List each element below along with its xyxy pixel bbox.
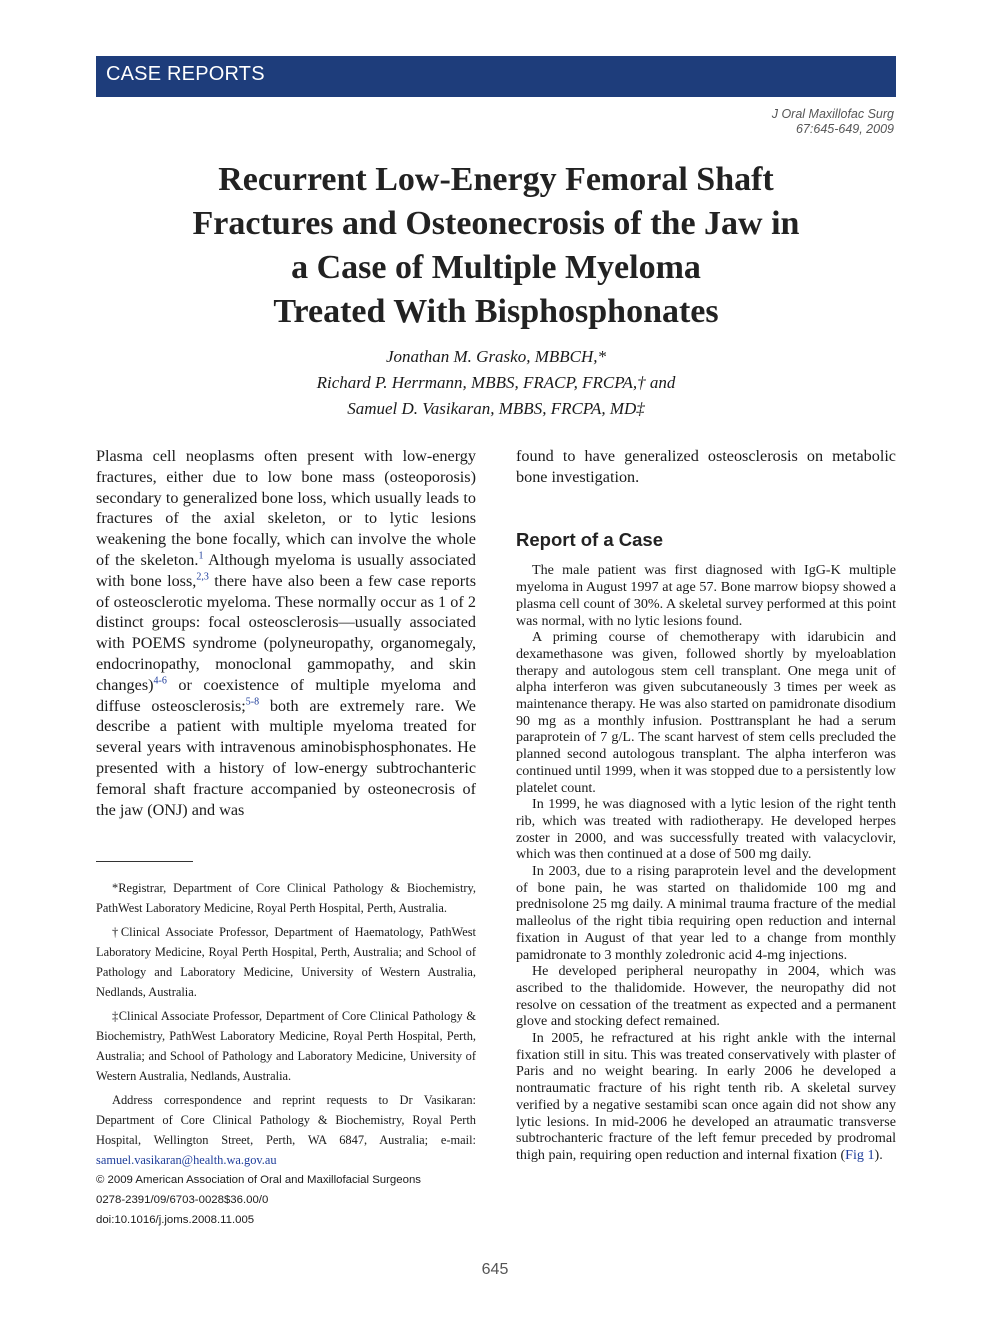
section-banner [96, 56, 896, 97]
report-paragraph: The male patient was first diagnosed with IgG-K multiple myeloma in August 1997 at age 57. Bone marrow biopsy showed a plasma cell count of 30%. A skeletal survey performed at this point was normal, with no lytic lesions found. [516, 562, 896, 629]
email-link[interactable]: samuel.vasikaran@health.wa.gov.au [96, 1153, 277, 1167]
affiliation-footnote: *Registrar, Department of Core Clinical Pathology & Biochemistry, PathWest Laboratory Medicine, Royal Perth Hospital, Perth, Australia. [96, 881, 476, 915]
author-list [96, 344, 896, 422]
intro-text: there have also been a few case reports of osteosclerotic myeloma. These normally occur as 1 of 2 distinct groups: focal osteosclerosis—usually associated with POEMS syndrome (polyneuropathy, organomegaly, endocrinopathy, monoclonal gammopathy, and skin changes) [96, 571, 476, 694]
journal-name: J Oral Maxillofac Surg [771, 107, 894, 121]
title-line: Treated With Bisphosphonates [273, 293, 719, 330]
journal-citation [772, 107, 894, 137]
section-label: CASE REPORTS [106, 63, 265, 85]
title-line: Fractures and Osteonecrosis of the Jaw in [192, 205, 800, 242]
correspondence-footnote [96, 1090, 476, 1170]
section-heading: Report of a Case [516, 528, 664, 550]
author: Jonathan M. Grasko, MBBCH,* [385, 347, 607, 366]
citation-ref[interactable]: 5-8 [245, 696, 260, 708]
report-text: ). [874, 1147, 883, 1163]
intro-column [96, 446, 476, 820]
intro-continuation: found to have generalized osteosclerosis on metabolic bone investigation. [516, 447, 896, 486]
report-paragraph: In 2003, due to a rising paraprotein level and the development of bone pain, he was started on thalidomide 100 mg and prednisolone 25 mg daily. A minimal trauma fracture of the medial malleolus of the right tibia requiring open reduction and internal fixation in August of that year led to a change from monthly pamidronate to 3 monthly zoledronic acid 4-mg injections. [516, 863, 896, 963]
title-line: a Case of Multiple Myeloma [291, 249, 701, 286]
affiliation-footnote: ‡Clinical Associate Professor, Department of Core Clinical Pathology & Biochemistry, PathWest Laboratory Medicine, Royal Perth Hospital, Perth, Australia; and School of Pathology and Laboratory Medicine, University of Western Australia, Nedlands, Australia. [96, 1009, 476, 1083]
intro-text: Plasma cell neoplasms often present with low-energy fractures, either due to low bone mass (osteoporosis) secondary to generalized bone loss, which usually leads to fractures of the axial skeleton, or to lytic lesions weakening the bone focally, which can involve the whole of the skeleton. [96, 447, 476, 569]
figure-link[interactable]: Fig 1 [845, 1147, 875, 1163]
intro-text: Although myeloma is usually associated with bone loss, [96, 550, 476, 590]
correspondence-text: Address correspondence and reprint requests to Dr Vasikaran: Department of Core Clinical Pathology & Biochemistry, Royal Perth Hospital, Wellington Street, Perth, WA 6847, Australia; e-mail: [96, 1093, 476, 1147]
report-paragraph: In 1999, he was diagnosed with a lytic lesion of the right tenth rib, which was treated with radiotherapy. He developed herpes zoster in 2000, and was successfully treated with valacyclovir, which was then continued at a dose of 500 mg daily. [516, 796, 896, 863]
footnotes [96, 878, 476, 1230]
title-line: Recurrent Low-Energy Femoral Shaft [218, 161, 774, 198]
report-paragraph [516, 1030, 896, 1164]
author: Samuel D. Vasikaran, MBBS, FRCPA, MD‡ [347, 399, 645, 418]
citation-ref[interactable]: 4-6 [153, 675, 167, 687]
intro-paragraph [96, 446, 476, 820]
page-number: 645 [481, 1261, 509, 1278]
intro-text: or coexistence of multiple myeloma and diffuse osteosclerosis; [96, 675, 476, 715]
citation-ref[interactable]: 1 [198, 550, 204, 562]
report-paragraph: A priming course of chemotherapy with idarubicin and dexamethasone was given, followed shortly by myeloablation therapy and autologous stem cell transplant. One mega unit of alpha interferon was given subcutaneously 3 times per week as maintenance therapy. He was also started on pamidronate disodium 90 mg as a monthly infusion. Posttransplant he had a serum paraprotein of 7 g/L. The scant harvest of stem cells precluded the planned second autologous transplant. The alpha interferon was continued until 1999, when it was stopped due to a persistently low platelet count. [516, 629, 896, 796]
report-text: In 2005, he refractured at his right ankle with the internal fixation still in situ. This was treated conservatively with plaster of Paris and no weight bearing. In early 2006 he developed a nontraumatic fracture of his right tenth rib. A skeletal survey verified by a negative sestamibi scan once again did not show any lytic lesions. In mid-2006 he developed an atraumatic transverse subtrochanteric fracture of the left femur preceded by prodromal thigh pain, requiring open reduction and internal fixation ( [516, 1030, 896, 1163]
intro-text: both are extremely rare. We describe a patient with multiple myeloma treated for several years with intravenous aminobisphosphonates. He presented with a history of low-energy subtrochanteric femoral shaft fracture accompanied by osteonecrosis of the jaw (ONJ) and was [96, 696, 476, 819]
article-title [96, 158, 896, 334]
journal-volume: 67:645-649, 2009 [795, 122, 894, 136]
issn-line: 0278-2391/09/6703-0028$36.00/0 [96, 1194, 269, 1206]
copyright-line: © 2009 American Association of Oral and Maxillofacial Surgeons [96, 1174, 421, 1186]
footnote-divider [96, 861, 193, 862]
author: Richard P. Herrmann, MBBS, FRACP, FRCPA,† and [316, 373, 676, 392]
citation-ref[interactable]: 2,3 [196, 571, 209, 583]
affiliation-footnote: †Clinical Associate Professor, Department of Haematology, PathWest Laboratory Medicine, Royal Perth Hospital, Perth, Australia; and School of Pathology and Laboratory Medicine, University of Western Australia, Nedlands, Australia. [96, 925, 476, 999]
report-body [516, 562, 896, 1163]
doi-line: doi:10.1016/j.joms.2008.11.005 [96, 1214, 255, 1226]
report-paragraph: He developed peripheral neuropathy in 2004, which was ascribed to the thalidomide. However, the neuropathy did not resolve on cessation of the treatment as expected and a permanent glove and stocking defect remained. [516, 963, 896, 1030]
report-column [516, 446, 896, 1164]
